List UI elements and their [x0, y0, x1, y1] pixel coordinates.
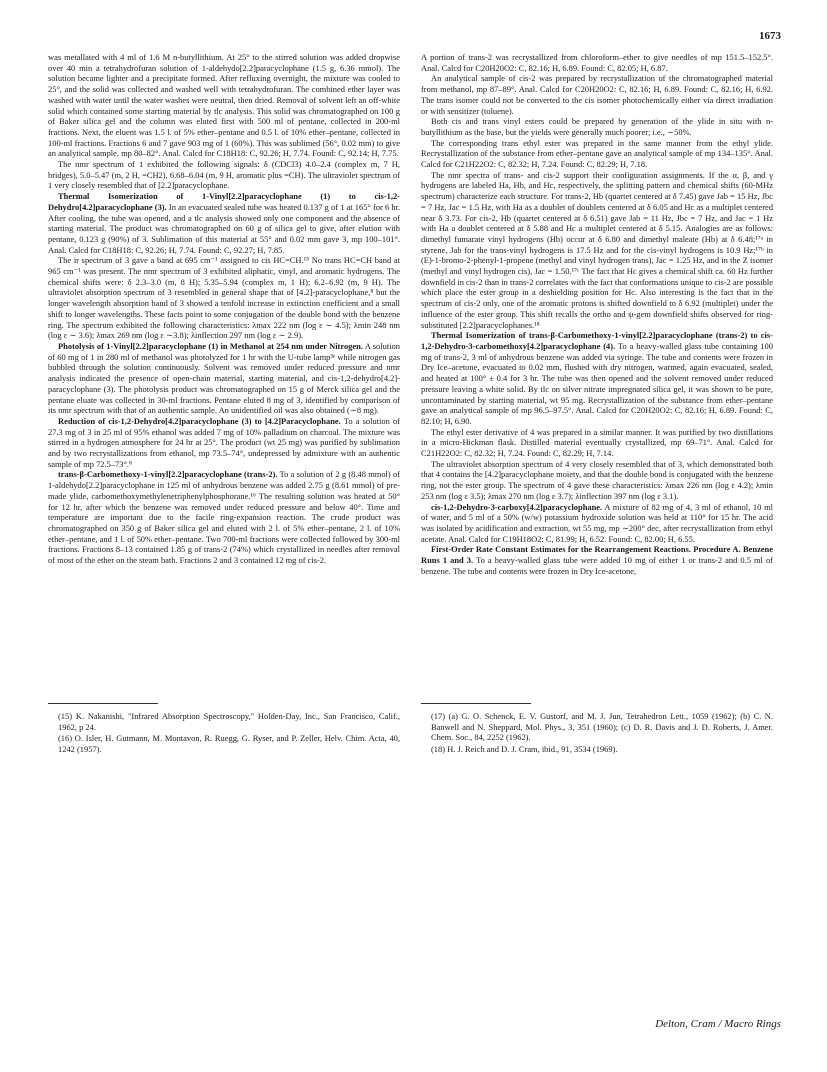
paragraph	[421, 330, 773, 426]
paragraph-text: The ethyl ester derivative of 4 was prepared in a similar manner. It was purified by two distillations in a micro-Hickman flask. Distilled material eventually crystallized, mp 69–71°. Anal. Calcd for C21H22O2: C, 82.32; H, 7.24. Found: C, 82.29; H, 7.14.	[421, 426, 773, 459]
section-heading: Photolysis of 1-Vinyl[2.2]paracyclophane (1) in Methanol at 254 nm under Nitrogen.	[58, 340, 363, 351]
paragraph	[421, 52, 773, 73]
section-heading: First-Order Rate Constant Estimates for the Rearrangement Reactions. Procedure A. Benzene Runs 1 and 3.	[421, 544, 773, 566]
paragraph	[48, 159, 400, 191]
paragraph-text: A portion of trans-2 was recrystallized from chloroform–ether to give needles of mp 151.5–152.5°. Anal. Calcd for C20H20O2: C, 82.16; H, 6.89. Found: C, 82.05; H, 6.87.	[421, 52, 773, 73]
paragraph	[421, 170, 773, 331]
paragraph	[421, 138, 773, 170]
paragraph-text: Both cis and trans vinyl esters could be prepared by generation of the ylide in situ with n-butyllithium as the base, but the yields were generally much poorer; i.e., ∼50%.	[421, 116, 773, 137]
paragraph	[421, 502, 773, 545]
page-number: 1673	[759, 30, 781, 42]
section-heading: Thermal Isomerization of 1-Vinyl[2.2]paracyclophane (1) to cis-1,2-Dehydro[4.2]paracyclophane (3).	[48, 191, 400, 212]
paragraph	[421, 459, 773, 502]
paragraph-text: An analytical sample of cis-2 was prepared by recrystallization of the chromatographed material from methanol, mp 87–89°. Anal. Calcd for C20H20O2: C, 82.16; H, 6.89. Found: C, 82.16; H, 6.92. The trans isomer could not be converted to the cis isomer photochemically either via direct irradiation or with sensitizer (toluene).	[421, 73, 773, 116]
footnotes-right	[421, 711, 773, 756]
paragraph-text: The nmr spectra of trans- and cis-2 support their configuration assignments. If the α, β, and γ hydrogens are labeled Ha, Hb, and Hc, respectively, the splitting pattern and chemical shifts (60-MHz spectrum) characterize each structure. For trans-2, Hb (quartet centered at δ 7.45) gave Jab = 15 Hz, Jbc = 7 Hz, Jac = 1.5 Hz, with Ha as a doublet of doublets centered at δ 6.05 and Hc as a multiplet centered near δ 3.73. For cis-2, Hb (quartet centered at δ 6.51) gave Jab = 11 Hz, Jbc = 7 Hz, and Jac = 1 Hz with Ha a doublet centered at δ 5.88 and Hc a multiplet centered at δ 5.15. Analogies are as follows: dimethyl fumarate vinyl hydrogens (Hb) occur at δ 6.80 and dimethyl maleate (Hb) at δ 6.48;¹⁷ᵃ in styrene, Jab for the trans-vinyl hydrogens is 17.5 Hz and for the cis-vinyl hydrogens is 10.9 Hz;¹⁷ᵇ in (E)-1-bromo-2-phenyl-1-propene (methyl and vinyl hydrogen trans), Jac = 1.25 Hz, and in the Z isomer (methyl and vinyl hydrogen cis), Jac = 1.50.¹⁷ᶜ The fact that Hc gives a chemical shift ca. 60 Hz further downfield in cis-2 than in trans-2 correlates with the fact that conformations unique to cis-2 are possible which place the ester group in a deshielding position for Hc. Also interesting is the fact that in the spectrum of cis-2 only, one of the aromatic protons is shifted downfield to δ 6.92 (multiplet) under the influence of the ester group. This shift recalls the ortho and ψ-gem downfield shifts observed for ring-substituted [2.2]paracyclophanes.¹⁸	[421, 169, 773, 330]
paragraph	[48, 191, 400, 255]
footnote-15: (15) K. Nakanishi, "Infrared Absorption Spectroscopy," Holden-Day, Inc., San Francisco, Calif., 1962, p 24.	[58, 711, 400, 732]
section-heading: Thermal Isomerization of trans-β-Carbomethoxy-1-vinyl[2.2]paracyclophane (trans-2) to cis-1,2-Dehydro-3-carbomethoxy[4.2]paracyclophane (4).	[421, 330, 773, 351]
footnotes-left	[48, 711, 400, 756]
paragraph	[48, 469, 400, 565]
section-heading: cis-1,2-Dehydro-3-carboxy[4.2]paracyclophane.	[431, 501, 603, 512]
footnote-18: (18) H. J. Reich and D. J. Cram, ibid., 91, 3534 (1969).	[431, 744, 618, 755]
paragraph	[48, 416, 400, 470]
left-column	[48, 52, 400, 566]
footnote-rule-left	[48, 703, 158, 704]
running-footer: Delton, Cram / Macro Rings	[655, 1018, 781, 1030]
paragraph-text: To a solution of 2 g (8.48 mmol) of 1-aldehydo[2.2]paracyclophane in 125 ml of anhydrous benzene was added 2.75 g (8.61 mmol) of pre-made ylide, carbomethoxymethylenetriphenylphosphorane.¹⁶ The resulting solution was heated at 50° for 12 hr, after which the benzene was removed under reduced pressure and below 40°. Time and temperature are important due to the facile ring-expansion reaction. The crude product was chromatographed on 350 g of Baker silica gel and eluted with 2 l. of 5% ether–pentane, 2 l. of 10% ether–pentane, and 1 l. of 50% ether–pentane. Two 700-ml fractions were collected followed by 300-ml fractions. Fractions 8–13 contained 1.85 g of trans-2 (74%) which crystallized in needles after removal of most of the ether on the steam bath. Fractions 2 and 3 contained 12 mg of cis-2.	[48, 469, 400, 566]
paragraph	[421, 544, 773, 576]
paragraph	[48, 52, 400, 159]
paragraph	[48, 255, 400, 341]
paragraph-text: The corresponding trans ethyl ester was prepared in the same manner from the ethyl ylide. Recrystallization of the substance from ether–pentane gave an analytical sample of mp 134–135°. Anal. Calcd for C21H22O2: C, 82.32; H, 7.24. Found: C, 82.29; H, 7.18.	[421, 137, 773, 170]
paragraph	[421, 427, 773, 459]
paragraph-text: was metallated with 4 ml of 1.6 M n-butyllithium. At 25° to the stirred solution was added dropwise over 40 min a tetrahydrofuran solution of 1-aldehydo[2.2]paracyclophane (1.5 g, 6.36 mmol). The solution became lighter and a precipitate formed. After refluxing overnight, the mixture was cooled to 25°, and the solid was collected and washed well with tetrahydrofuran. The combined ether layer was washed with water until the water washes were neutral, then dried. Removal of solvent left an off-white solid which contained some starting material by tlc analysis. This solid was chromatographed on 100 g of Baker silica gel and the column was eluted first with 500 ml of pentane, collected in 200-ml fractions. Next, the eluent was 1.5 l. of 5% ether–pentane and 0.5 l. of 10% ether–pentane, collected in 100-ml fractions. Fractions 6 and 7 gave 903 mg of 1 (60%). This was sublimed (56°, 0.02 mm) to give an analytical sample, mp 80–82°. Anal. Calcd for C18H18: C, 92.26; H, 7.74. Found: C, 92.14; H, 7.75.	[48, 52, 400, 159]
paragraph-text: The ir spectrum of 3 gave a band at 695 cm⁻¹ assigned to cis HC=CH.¹⁵ No trans HC=CH band at 965 cm⁻¹ was present. The nmr spectrum of 3 exhibited aliphatic, vinyl, and aromatic hydrogens. The chemical shifts were: δ 2.3–3.0 (m, 8 H); 5.35–5.94 (complex m, 1 H); 6.2–6.92 (m, 9 H). The ultraviolet absorption spectrum of 3 resembled in general shape that of [4.2]-paracyclophane,⁸ but the longer wavelength absorption band of 3 showed a tenfold increase in extinction coefficient and a small shift to longer wavelengths. These facts point to some conjugation of the double bond with the benzene ring. The spectrum exhibited the following characteristics: λmax 222 nm (log ε ∼ 4.5); λmin 248 nm (log ε ∼ 3.6); λmax 269 nm (log ε ∼3.8); λinflection 297 nm (log ε ∼ 2.9).	[48, 255, 400, 341]
paragraph-text: A solution of 60 mg of 1 in 280 ml of methanol was photolyzed for 1 hr with the U-tube lamp³ᵉ while nitrogen gas bubbled through the solution continuously. Solvent was removed under reduced pressure and nmr analysis indicated the presence of open-chain material, starting material, and cis-1,2-dehydro[4.2]-paracyclophane (3). The photolysis product was chromatographed on 15 g of Merck silica gel and the pentane eluate was collected in 30-ml fractions. Pentane eluted 8 mg of 3, identified by comparison of its nmr spectrum with that of an authentic sample. An unidentified oil was also obtained (∼8 mg).	[48, 340, 400, 416]
paragraph	[48, 341, 400, 416]
footnote-17: (17) (a) G. O. Schenck, E. V. Gustorf, and M. J. Jun, Tetrahedron Lett., 1059 (1962); (b) C. N. Banwell and N. Sheppard, Mol. Phys., 3, 351 (1960); (c) D. R. Davis and J. D. Roberts, J. Amer. Chem. Soc., 84, 2252 (1962).	[431, 711, 773, 743]
paragraph-text: To a heavy-walled glass tube containing 100 mg of trans-2, 3 ml of anhydrous benzene was added via syringe. The tube and contents were frozen in Dry Ice–acetone, evacuated to 0.02 mm, flushed with dry nitrogen, warmed, again evacuated, sealed, and heated at 100° ± 0.4 for 3 hr. The tube was then opened and the solvent removed under reduced pressure leaving a white solid. By tlc on silver nitrate impregnated silica gel, it was shown to be pure, uncontaminated by starting material, wt 95 mg. Recrystallization of the substance from ether–pentane gave an analytical sample of mp 96.5–97.5°. Anal. Calcd for C20H20O2: C, 82.16; H, 6.89. Found: C, 82.10; H, 6.90.	[421, 340, 773, 426]
paragraph-text: The ultraviolet absorption spectrum of 4 very closely resembled that of 3, which demonstrated both that 4 contains the [4.2]paracyclophane moiety, and that the double bond is conjugated with the benzene ring, not the ester group. The spectrum of 4 gave these characteristics: λmax 226 nm (log ε 4.2); λmin 253 nm (log ε 3.5); λmax 270 nm (log ε 3.7); λinflection 397 nm (log ε 3.1).	[421, 458, 773, 501]
paragraph-text: To a heavy-walled glass tube were added 10 mg of either 1 or trans-2 and 0.5 ml of benzene. The tube and contents were frozen in Dry Ice-acetone,	[421, 555, 773, 576]
right-column	[421, 52, 773, 576]
paragraph-text: The nmr spectrum of 1 exhibited the following signals: δ (CDCl3) 4.0–2.4 (complex m, 7 H, bridges), 5.0–5.47 (m, 2 H, =CH2), 6.68–6.04 (m, 9 H, aromatic plus =CH). The ultraviolet spectrum of 1 very closely resembled that of [2.2]paracyclophane.	[48, 159, 400, 191]
paragraph	[421, 116, 773, 137]
paragraph	[421, 73, 773, 116]
footnote-16: (16) O. Isler, H. Gutmann, M. Montavon, R. Ruegg, G. Ryser, and P. Zeller, Helv. Chim. Acta, 40, 1242 (1957).	[58, 733, 400, 755]
section-heading: trans-β-Carbomethoxy-1-vinyl[2.2]paracyclophane (trans-2).	[58, 469, 278, 480]
section-heading: Reduction of cis-1,2-Dehydro[4.2]paracyclophane (3) to [4.2]Paracyclophane.	[58, 415, 341, 426]
paragraph-text: A mixture of 82 mg of 4, 3 ml of ethanol, 10 ml of water, and 5 ml of a 50% (w/w) potassium hydroxide solution was held at 110° for 15 hr. The acid was isolated by acidification and extraction, wt 55 mg, mp ∼200° dec, after recrystallization from ethyl acetate. Anal. Calcd for C19H18O2: C, 81.99; H, 6.52. Found: C, 82.00; H, 6.55.	[421, 501, 773, 544]
paragraph-text: To a solution of 27.3 mg of 3 in 25 ml of 95% ethanol was added 7 mg of 10% palladium on charcoal. The mixture was stirred in a hydrogen atmosphere for 24 hr at 25°. The product (wt 25 mg) was purified by sublimation and by two recrystallizations from ethanol, mp 73.5–74°, undepressed by admixture with an authentic sample of mp 72.5–73°.⁸	[48, 415, 400, 469]
paragraph-text: In an evacuated sealed tube was heated 0.137 g of 1 at 165° for 6 hr. After cooling, the tube was opened, and a tlc analysis showed only one component and the absence of starting material. The product was chromatographed on 60 g of silica gel to give, after elution with pentane, 0.123 g (90%) of 3. Sublimation of this material at 55° and 0.02 mm gave 3, mp 100–101°. Anal. Calcd for C18H18: C, 92.26; H, 7.74. Found: C, 92.27; H, 7.85.	[48, 201, 401, 255]
footnote-rule-right	[421, 703, 531, 704]
